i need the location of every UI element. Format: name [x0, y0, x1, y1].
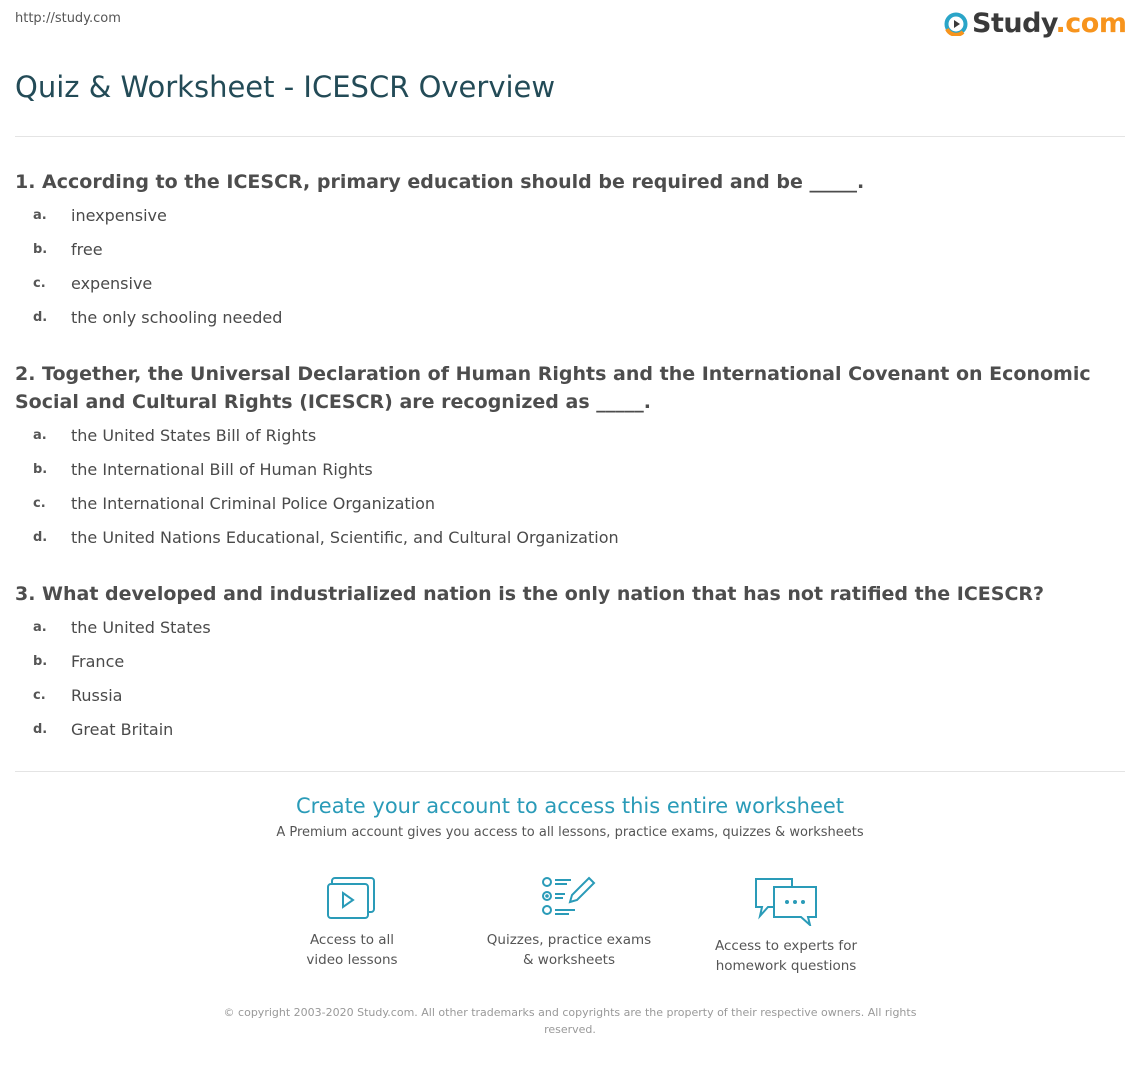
copyright-footer: © copyright 2003-2020 Study.com. All other trademarks and copyrights are the property of their respective owners. All rights reserved. — [223, 1006, 917, 1036]
option-text: the International Criminal Police Organization — [71, 493, 436, 513]
option-text: Great Britain — [71, 719, 174, 739]
option — [0, 300, 282, 334]
option-letter: b. — [33, 653, 48, 669]
option-letter: c. — [33, 495, 46, 511]
source-url: http://study.com — [15, 11, 121, 26]
divider — [15, 771, 1125, 772]
question-2-options — [0, 418, 619, 554]
option — [0, 520, 619, 554]
option-text: the International Bill of Human Rights — [71, 459, 373, 479]
feature-label: Quizzes, practice exams — [486, 932, 652, 948]
option — [0, 418, 619, 452]
option-text: the United States Bill of Rights — [71, 425, 317, 445]
feature-experts — [676, 876, 896, 976]
option-letter: c. — [33, 687, 46, 703]
option — [0, 266, 282, 300]
option-text: the United Nations Educational, Scientific, and Cultural Organization — [71, 527, 619, 547]
question-1: 1. According to the ICESCR, primary education should be required and be _____. — [15, 171, 865, 193]
option-letter: a. — [33, 207, 47, 223]
feature-label: Access to experts for — [714, 938, 857, 954]
chat-bubbles-icon — [754, 876, 818, 926]
option-letter: c. — [33, 275, 46, 291]
divider — [15, 136, 1125, 137]
option — [0, 644, 211, 678]
option-letter: b. — [33, 461, 48, 477]
option-letter: b. — [33, 241, 48, 257]
option — [0, 486, 619, 520]
feature-quizzes — [459, 876, 679, 970]
option — [0, 610, 211, 644]
logo-text: Study — [972, 8, 1056, 39]
option — [0, 452, 619, 486]
feature-label: Access to all — [309, 932, 395, 948]
option-text: the United States — [71, 617, 211, 637]
option-letter: a. — [33, 427, 47, 443]
option-letter: d. — [33, 309, 48, 325]
option-text: inexpensive — [71, 205, 167, 225]
feature-label: & worksheets — [522, 952, 615, 968]
option-text: France — [71, 651, 125, 671]
option-letter: a. — [33, 619, 47, 635]
quiz-checklist-icon — [541, 876, 597, 920]
logo-suffix: .com — [1055, 8, 1127, 39]
option — [0, 198, 282, 232]
promo-subtitle: A Premium account gives you access to all lessons, practice exams, quizzes & worksheets — [276, 825, 864, 840]
option-letter: d. — [33, 721, 48, 737]
question-3-options — [0, 610, 211, 746]
video-lessons-icon — [326, 876, 378, 920]
option-text: free — [71, 239, 103, 259]
option-text: expensive — [71, 273, 153, 293]
option-text: Russia — [71, 685, 123, 705]
option-letter: d. — [33, 529, 48, 545]
study-logo[interactable] — [944, 8, 1126, 39]
page-title: Quiz & Worksheet - ICESCR Overview — [15, 70, 556, 104]
question-2: 2. Together, the Universal Declaration of Human Rights and the International Covenant on Economic Social and Cultural Rights (ICESCR) are recognized as _____. — [15, 363, 1091, 413]
create-account-link[interactable]: Create your account to access this entire worksheet — [295, 794, 845, 818]
play-circle-icon — [944, 12, 968, 36]
question-1-options — [0, 198, 282, 334]
feature-video-lessons — [242, 876, 462, 970]
feature-label: video lessons — [306, 952, 398, 968]
option — [0, 712, 211, 746]
feature-label: homework questions — [715, 958, 857, 974]
option-text: the only schooling needed — [71, 307, 283, 327]
question-3: 3. What developed and industrialized nation is the only nation that has not ratified the ICESCR? — [15, 583, 1045, 605]
option — [0, 232, 282, 266]
option — [0, 678, 211, 712]
